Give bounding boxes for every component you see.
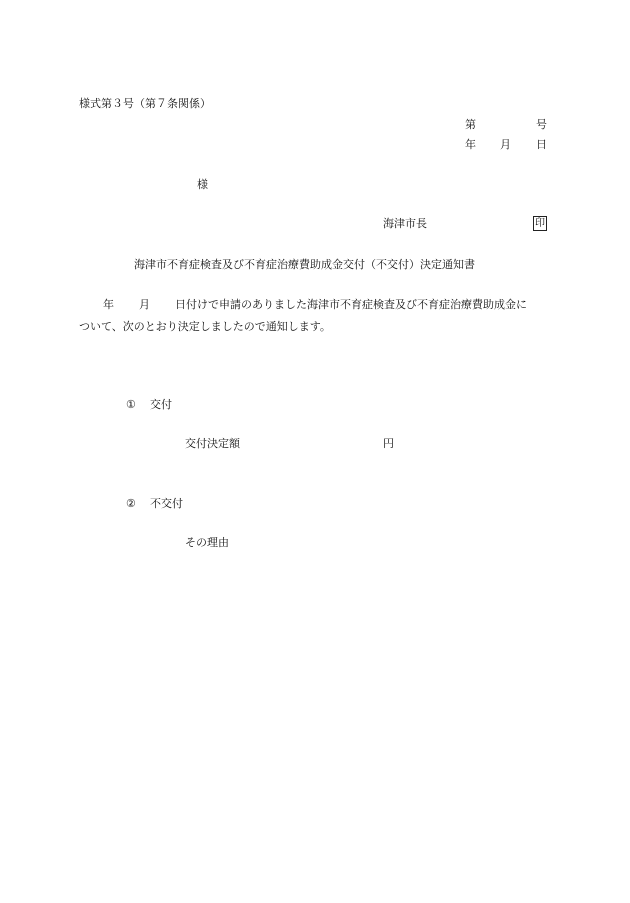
item-2-detail-label: その理由 xyxy=(185,536,229,549)
form-label: 様式第３号（第７条関係） xyxy=(79,97,211,110)
date-day: 日 xyxy=(536,138,547,151)
addressee-suffix: 様 xyxy=(197,178,208,191)
body-month: 月 xyxy=(139,298,150,311)
item-1-label: 交付 xyxy=(150,398,172,411)
item-1-detail-unit: 円 xyxy=(383,437,394,450)
doc-number-prefix: 第 xyxy=(465,118,476,131)
document-title: 海津市不育症検査及び不育症治療費助成金交付（不交付）決定通知書 xyxy=(134,258,475,271)
doc-number-suffix: 号 xyxy=(536,118,547,131)
issuer-name: 海津市長 xyxy=(383,217,427,230)
item-2-marker: ② xyxy=(126,497,136,510)
seal-mark: 印 xyxy=(535,218,545,229)
body-text-line1: 日付けで申請のありました海津市不育症検査及び不育症治療費助成金に xyxy=(175,298,527,311)
item-1-detail-label: 交付決定額 xyxy=(185,437,240,450)
item-2-label: 不交付 xyxy=(150,497,183,510)
date-month: 月 xyxy=(500,138,511,151)
body-year: 年 xyxy=(103,298,114,311)
date-year: 年 xyxy=(465,138,476,151)
body-text-line2: ついて、次のとおり決定しましたので通知します。 xyxy=(79,320,331,333)
item-1-marker: ① xyxy=(126,398,136,411)
